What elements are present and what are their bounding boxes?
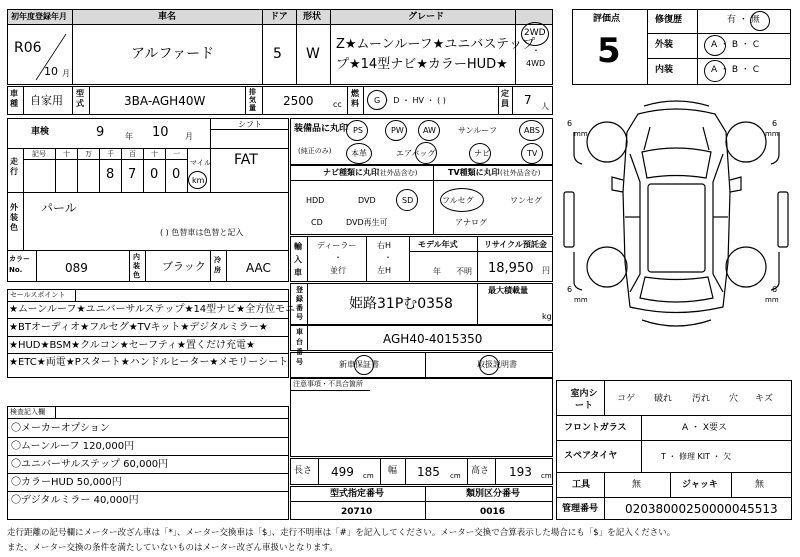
category-label: 類別区分番号 bbox=[466, 489, 521, 499]
tire-depth-rl-unit: mm bbox=[574, 296, 588, 304]
equip-aw: AW bbox=[423, 126, 436, 135]
entry-line-4: 〇カラーHUD 50,000円 bbox=[11, 477, 122, 488]
navi-dvd: DVD bbox=[358, 196, 376, 205]
import-label: 輸入車 bbox=[294, 242, 302, 277]
odo-digit-2: 8 bbox=[106, 167, 115, 182]
car-name: アルファード bbox=[131, 46, 215, 62]
import-right: 右H bbox=[377, 241, 392, 250]
fuel-options: G ・ D ・ HV ・ ( ) bbox=[374, 96, 446, 105]
airbag-circle bbox=[415, 142, 437, 164]
body-shape: W bbox=[306, 46, 320, 62]
length-label: 長さ bbox=[294, 466, 313, 476]
entry-line-3: 〇ユニバーサルステップ 60,000円 bbox=[11, 459, 169, 470]
first-reg-label: 初年度登録年月 bbox=[11, 12, 67, 21]
ac-label: 冷房 bbox=[214, 256, 221, 274]
chassis-label: 車台番号 bbox=[296, 328, 303, 366]
tire-depth-rr-unit: mm bbox=[765, 296, 779, 304]
model-label: 型式 bbox=[76, 89, 84, 108]
owner-manual: 取扱説明書 bbox=[477, 360, 517, 369]
color-code-label: カラーNo. bbox=[9, 255, 30, 274]
interior-color: ブラック bbox=[162, 260, 206, 273]
interior-color-label: 内装色 bbox=[133, 253, 140, 279]
door-count: 5 bbox=[273, 46, 282, 62]
navi-sd: SD bbox=[402, 196, 414, 205]
navi-type-sub: (社外品含む) bbox=[377, 169, 418, 177]
tv-circle bbox=[521, 143, 543, 164]
repair-options: 有 ・ 無 bbox=[727, 15, 760, 25]
width-unit: cm bbox=[450, 472, 461, 480]
odo-digit-4: 0 bbox=[150, 167, 159, 182]
ac-value: AAC bbox=[246, 261, 271, 275]
digit-label-5: 一 bbox=[173, 150, 180, 158]
sheet-stain: 汚れ bbox=[692, 394, 711, 404]
digit-label-1: 万 bbox=[85, 150, 92, 158]
length: 499 bbox=[331, 465, 354, 479]
equip-leather: 本革 bbox=[351, 149, 367, 158]
displacement: 2500 bbox=[283, 94, 314, 108]
tv-oneseg: ワンセグ bbox=[510, 196, 542, 205]
model-year-label: モデル年式 bbox=[418, 240, 458, 249]
door-label: ドア bbox=[270, 12, 288, 22]
car-name-label: 車名 bbox=[158, 12, 177, 22]
equip-airbag: エアバッグ bbox=[396, 149, 436, 158]
category-number: 0016 bbox=[480, 507, 506, 517]
notes-label: 注意事項・不具合箇所 bbox=[293, 380, 363, 388]
drive-4wd: 4WD bbox=[526, 59, 546, 68]
warranty-circle bbox=[354, 355, 374, 375]
recycle-fee: 18,950 bbox=[488, 261, 534, 276]
navi-circle bbox=[469, 143, 491, 164]
first-reg-month-unit: 月 bbox=[62, 69, 70, 78]
displacement-unit: cc bbox=[333, 100, 342, 109]
manual-circle bbox=[479, 355, 499, 375]
navi-cd: CD bbox=[311, 218, 323, 227]
leather-circle bbox=[346, 143, 372, 164]
capacity-label: 定員 bbox=[501, 89, 509, 108]
model-code: 3BA-AGH40W bbox=[124, 94, 206, 108]
odo-digit-3: 7 bbox=[128, 167, 137, 182]
ps-circle bbox=[346, 120, 368, 141]
chassis-number: AGH40-4015350 bbox=[383, 332, 483, 346]
drive-2wd: 2WD bbox=[524, 28, 546, 38]
interior-grade-label: 内装 bbox=[655, 65, 674, 75]
tire-depth-fr-unit: mm bbox=[765, 130, 779, 138]
tire-depth-fr: 6 bbox=[772, 119, 778, 128]
km-label: km bbox=[192, 176, 205, 185]
capacity: 7 bbox=[524, 93, 532, 107]
aw-circle bbox=[418, 120, 440, 141]
navi-sd-circle bbox=[396, 189, 418, 211]
score-value: 5 bbox=[597, 31, 621, 71]
navi-dvd-play: DVD再生可 bbox=[346, 218, 388, 227]
tire-depth-fl-unit: mm bbox=[574, 130, 588, 138]
sales-point-line-2: ★BTオーディオ★フルセグ★TVキット★デジタルミラー★ bbox=[9, 322, 268, 333]
use-value: 自家用 bbox=[30, 94, 63, 107]
spare-tire-label: スペアタイヤ bbox=[564, 451, 618, 461]
entry-line-2: 〇ムーンルーフ 120,000円 bbox=[11, 441, 135, 452]
sales-point-line-3: ★HUD★BSM★クルコン★セーフティ★置くだけ充電★ bbox=[9, 340, 255, 351]
odo-digit-5: 0 bbox=[172, 167, 181, 182]
entry-line-1: 〇メーカーオプション bbox=[11, 423, 110, 434]
import-dot-2: ・ bbox=[384, 253, 392, 262]
entry-line-5: 〇デジタルミラー 40,000円 bbox=[11, 495, 139, 506]
tire-depth-fl: 6 bbox=[567, 119, 573, 128]
mileage-label: 走行 bbox=[10, 157, 18, 176]
equip-ps: PS bbox=[353, 126, 363, 135]
displacement-label: 排気量 bbox=[249, 88, 256, 112]
drive-dot: ・ bbox=[532, 46, 540, 55]
navi-hdd: HDD bbox=[306, 196, 325, 205]
navi-type-label: ナビ種類に丸印 bbox=[323, 168, 379, 177]
management-number: 02038000250000045513 bbox=[625, 502, 778, 516]
equip-navi: ナビ bbox=[474, 149, 490, 158]
windshield-label: フロントガラス bbox=[564, 423, 627, 433]
pw-circle bbox=[385, 120, 407, 141]
windshield-options: A ・ X要ス bbox=[682, 423, 728, 433]
length-unit: cm bbox=[363, 472, 374, 480]
management-label: 管理番号 bbox=[562, 504, 599, 514]
tire-depth-rl: 6 bbox=[567, 285, 573, 294]
tire-depth-rr: 6 bbox=[772, 285, 778, 294]
type-designation: 20710 bbox=[341, 507, 373, 517]
repair-label: 修復歴 bbox=[655, 15, 683, 25]
model-year-unit: 年 bbox=[433, 267, 441, 276]
first-reg-year: R06 bbox=[14, 40, 42, 56]
sheet-burn: コゲ bbox=[617, 394, 636, 404]
import-left: 左H bbox=[377, 266, 392, 275]
sales-point-line-1: ★ムーンルーフ★ユニバーサルステップ★14型ナビ★全方位モニ bbox=[9, 304, 296, 315]
inspection-month: 10 bbox=[152, 125, 169, 140]
height-label: 高さ bbox=[471, 466, 490, 476]
tv-analog: アナログ bbox=[455, 218, 487, 227]
equipment-sub: (純正のみ) bbox=[298, 147, 332, 155]
interior-grade-options: A ・ B ・ C bbox=[711, 65, 760, 75]
warranty-book: 新車保証書 bbox=[339, 360, 379, 369]
equip-pw: PW bbox=[391, 126, 404, 135]
jack-value: 無 bbox=[755, 480, 765, 490]
inspection-year: 9 bbox=[96, 125, 105, 140]
grade-label: グレード bbox=[408, 12, 445, 22]
tv-type-sub: (社外品含む) bbox=[500, 169, 541, 177]
capacity-unit: 人 bbox=[541, 102, 549, 111]
exterior-grade-options: A ・ B ・ C bbox=[711, 40, 760, 50]
digit-label-2: 千 bbox=[107, 150, 114, 158]
inspection-entry-label: 検査記入欄 bbox=[10, 408, 45, 416]
import-dealer: ディーラー bbox=[317, 241, 357, 250]
mile-label: マイル bbox=[190, 159, 211, 167]
footer-note-1: 走行距離の記号欄にメーター改ざん車は「*」、メーター交換車は「$」、走行不明車は「#」を記入してください。メーター交換で合算表示した場合にも「$」を記入ください。 bbox=[7, 528, 676, 538]
tools-value: 無 bbox=[632, 480, 642, 490]
height: 193 bbox=[509, 465, 532, 479]
exterior-a-circle bbox=[704, 35, 726, 56]
digit-label-4: 十 bbox=[151, 150, 158, 158]
left-mid-box bbox=[7, 118, 289, 282]
repair-none-circle bbox=[750, 11, 770, 31]
first-reg-month: 10 bbox=[44, 65, 58, 78]
fuel-g-circle bbox=[367, 90, 387, 110]
use-label: 車種 bbox=[10, 89, 18, 108]
inspection-year-unit: 年 bbox=[125, 132, 133, 141]
tools-label: 工具 bbox=[572, 480, 591, 490]
exterior-color-label: 外装色 bbox=[10, 203, 18, 232]
recycle-label: リサイクル預託金 bbox=[484, 240, 547, 249]
car-damage-diagram bbox=[560, 92, 792, 377]
interior-a-circle bbox=[704, 60, 726, 82]
payload-label: 最大積載量 bbox=[488, 286, 528, 295]
spare-tire-options: T ・ 修理 KIT ・ 欠 bbox=[661, 452, 732, 461]
sheet-tear: 破れ bbox=[654, 394, 673, 404]
exterior-color: パール bbox=[41, 201, 77, 215]
interior-sheet-label: 室内シート bbox=[570, 389, 598, 411]
digit-label-0: 十 bbox=[63, 150, 70, 158]
color-change-note: ( ) 色替車は色替と記入 bbox=[160, 228, 244, 237]
width-label: 幅 bbox=[388, 466, 398, 476]
sales-points-label: セールスポイント bbox=[10, 291, 66, 299]
grade-line-2: プ★14型ナビ★カラーHUD★ bbox=[336, 57, 508, 72]
digit-label-3: 百 bbox=[129, 150, 136, 158]
registration-label: 登録番号 bbox=[296, 286, 303, 321]
model-year-unknown: 不明 bbox=[456, 267, 472, 276]
import-parallel: 並行 bbox=[330, 266, 346, 275]
abs-circle bbox=[519, 120, 544, 141]
width: 185 bbox=[417, 465, 440, 479]
payload-unit: kg bbox=[542, 312, 552, 321]
color-code: 089 bbox=[65, 261, 88, 275]
recycle-unit: 円 bbox=[542, 266, 550, 275]
exterior-grade-label: 外装 bbox=[655, 40, 674, 50]
km-circle bbox=[188, 171, 207, 189]
grade-line-1: Z★ムーンルーフ★ユニバステップ bbox=[336, 37, 536, 52]
shape-label: 形状 bbox=[303, 12, 322, 22]
fullseg-circle bbox=[440, 188, 484, 212]
tv-fullseg: フルセグ bbox=[442, 196, 474, 205]
footer-note-2: また、メーター交換の条件を満たしていないものはメーター改ざん車扱いとなります。 bbox=[7, 543, 338, 553]
tv-type-label: TV種類に丸印 bbox=[448, 168, 500, 177]
sales-point-line-4: ★ETC★両電★Pスタート★ハンドルヒーター★メモリーシート bbox=[9, 357, 289, 368]
equipment-label: 装備品に丸印 bbox=[294, 124, 349, 134]
fuel-label: 燃料 bbox=[351, 89, 359, 108]
import-dot-1: ・ bbox=[334, 253, 342, 262]
equip-abs: ABS bbox=[524, 126, 540, 135]
equip-sunroof: サンルーフ bbox=[458, 126, 497, 135]
inspection-label: 車検 bbox=[31, 127, 50, 137]
registration-number: 姫路31Pむ0358 bbox=[349, 296, 453, 312]
score-label: 評価点 bbox=[593, 14, 621, 24]
jack-label: ジャッキ bbox=[682, 480, 718, 490]
sheet-hole: 穴 bbox=[729, 394, 739, 404]
type-designation-label: 型式指定番号 bbox=[330, 489, 385, 499]
shift-label: シフト bbox=[238, 120, 262, 129]
odo-symbol-label: 記号 bbox=[32, 150, 46, 158]
inspection-month-unit: 月 bbox=[185, 132, 193, 141]
sheet-scratch: キズ bbox=[755, 394, 773, 404]
equip-tv: TV bbox=[527, 149, 538, 158]
shift-value: FAT bbox=[234, 152, 258, 168]
height-unit: cm bbox=[541, 472, 552, 480]
